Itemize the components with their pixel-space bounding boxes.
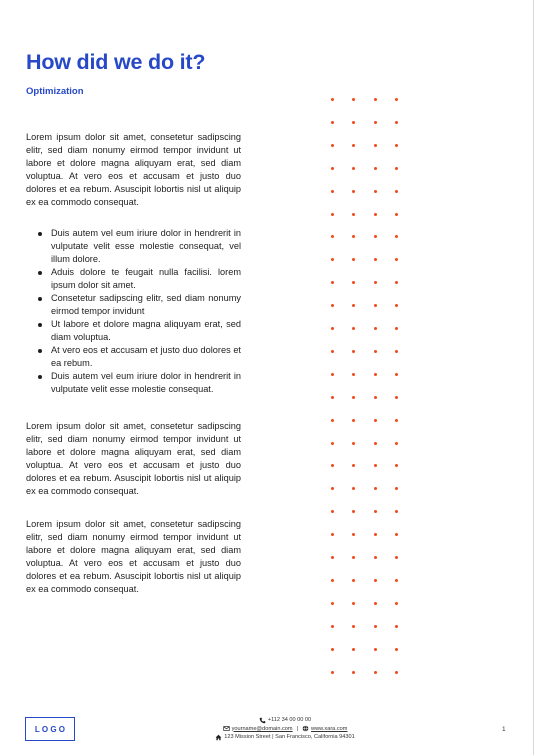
decorative-dot xyxy=(395,602,398,605)
decorative-dot xyxy=(352,487,355,490)
decorative-dot xyxy=(374,579,377,582)
decorative-dot xyxy=(395,442,398,445)
decorative-dot xyxy=(352,213,355,216)
logo-text: LOGO xyxy=(34,724,68,734)
decorative-dot xyxy=(395,510,398,513)
decorative-dot xyxy=(374,350,377,353)
decorative-dot xyxy=(331,419,334,422)
decorative-dot xyxy=(395,190,398,193)
decorative-dot xyxy=(352,556,355,559)
decorative-dot xyxy=(352,419,355,422)
decorative-dot xyxy=(352,190,355,193)
decorative-dot xyxy=(331,281,334,284)
decorative-dot xyxy=(374,533,377,536)
decorative-dot xyxy=(395,396,398,399)
decorative-dot xyxy=(374,487,377,490)
decorative-dot xyxy=(374,671,377,674)
decorative-dot xyxy=(395,235,398,238)
decorative-dot xyxy=(352,396,355,399)
page-number: 1 xyxy=(502,726,506,733)
decorative-dot xyxy=(374,98,377,101)
decorative-dot xyxy=(331,625,334,628)
decorative-dot xyxy=(374,510,377,513)
footer-phone: +112 34 00 00 00 xyxy=(267,717,312,723)
decorative-dot xyxy=(395,144,398,147)
decorative-dot xyxy=(352,602,355,605)
decorative-dot xyxy=(374,167,377,170)
decorative-dot xyxy=(331,464,334,467)
decorative-dot xyxy=(374,556,377,559)
decorative-dot xyxy=(352,464,355,467)
decorative-dot xyxy=(352,373,355,376)
decorative-dot xyxy=(331,213,334,216)
footer-email-web-line xyxy=(160,725,410,734)
body-content xyxy=(26,131,241,596)
body-paragraph-1: Lorem ipsum dolor sit amet, consetetur sadipscing elitr, sed diam nonumy eirmod tempor invidunt ut labore et dolore magna aliquyam erat, sed diam voluptua. At vero eos et accusam et justo duo dolores et ea rebum. Asuscipit lobortis nisl ut aliquip ex ea commodo consequat. xyxy=(26,132,241,207)
decorative-dot xyxy=(352,533,355,536)
home-icon xyxy=(215,734,222,741)
decorative-dot xyxy=(331,350,334,353)
decorative-dot xyxy=(331,304,334,307)
list-item: Ut labore et dolore magna aliquyam erat, sed diam voluptua. xyxy=(51,319,241,342)
decorative-dot xyxy=(374,396,377,399)
list-item: Consetetur sadipscing elitr, sed diam nonumy eirmod tempor invidunt xyxy=(51,293,241,316)
decorative-dot xyxy=(331,579,334,582)
decorative-dot xyxy=(331,533,334,536)
footer-address-line xyxy=(160,733,410,742)
decorative-dot xyxy=(374,373,377,376)
decorative-dot xyxy=(352,121,355,124)
decorative-dot xyxy=(331,396,334,399)
decorative-dot xyxy=(331,556,334,559)
decorative-dot xyxy=(395,350,398,353)
decorative-dot xyxy=(395,167,398,170)
decorative-dot xyxy=(374,121,377,124)
section-subtitle: Optimization xyxy=(26,86,84,97)
decorative-dot xyxy=(331,167,334,170)
decorative-dot xyxy=(331,98,334,101)
page-title: How did we do it? xyxy=(26,50,206,74)
decorative-dot xyxy=(374,625,377,628)
decorative-dot xyxy=(374,281,377,284)
decorative-dot xyxy=(331,121,334,124)
decorative-dot xyxy=(395,579,398,582)
footer-website-link[interactable]: www.xara.com xyxy=(311,725,348,732)
decorative-dot xyxy=(331,602,334,605)
decorative-dot xyxy=(352,258,355,261)
decorative-dot xyxy=(395,98,398,101)
list-item: Duis autem vel eum iriure dolor in hendrerit in vulputate velit esse molestie consequat. xyxy=(51,371,241,394)
decorative-dot xyxy=(374,235,377,238)
list-item: Aduis dolore te feugait nulla facilisi. lorem ipsum dolor sit amet. xyxy=(51,267,241,290)
decorative-dot xyxy=(395,533,398,536)
decorative-dot xyxy=(374,304,377,307)
decorative-dot xyxy=(395,121,398,124)
decorative-dot xyxy=(395,487,398,490)
decorative-dot xyxy=(331,510,334,513)
decorative-dot xyxy=(374,602,377,605)
decorative-dot xyxy=(374,258,377,261)
footer-email-link[interactable]: yourname@domain.com xyxy=(231,725,293,732)
decorative-dot xyxy=(331,327,334,330)
decorative-dot xyxy=(352,281,355,284)
decorative-dot xyxy=(352,144,355,147)
decorative-dot xyxy=(374,464,377,467)
envelope-icon xyxy=(223,725,230,732)
decorative-dot xyxy=(331,235,334,238)
list-item: Duis autem vel eum iriure dolor in hendrerit in vulputate velit esse molestie consequat, vel illum dolore. xyxy=(51,228,241,264)
decorative-dot xyxy=(395,556,398,559)
decorative-dot xyxy=(331,442,334,445)
footer-contact xyxy=(160,716,410,742)
decorative-dot xyxy=(374,327,377,330)
decorative-dot xyxy=(395,419,398,422)
decorative-dot xyxy=(374,442,377,445)
decorative-dot xyxy=(395,464,398,467)
decorative-dot xyxy=(331,190,334,193)
phone-icon xyxy=(259,717,266,724)
list-item: At vero eos et accusam et justo duo dolores et ea rebum. xyxy=(51,345,241,368)
decorative-dot xyxy=(352,98,355,101)
decorative-dot xyxy=(352,671,355,674)
decorative-dot xyxy=(352,648,355,651)
decorative-dot xyxy=(331,144,334,147)
decorative-dot xyxy=(331,648,334,651)
decorative-dot xyxy=(395,213,398,216)
decorative-dot xyxy=(331,258,334,261)
globe-icon xyxy=(302,725,309,732)
decorative-dot xyxy=(352,327,355,330)
decorative-dot xyxy=(331,487,334,490)
logo xyxy=(25,717,75,741)
decorative-dot xyxy=(374,419,377,422)
decorative-dot xyxy=(395,327,398,330)
decorative-dot xyxy=(331,671,334,674)
footer-address: 123 Mission Street | San Francisco, California 94301 xyxy=(224,734,355,741)
decorative-dot xyxy=(352,304,355,307)
bullet-list xyxy=(26,227,241,396)
decorative-dot xyxy=(352,625,355,628)
body-paragraph-2: Lorem ipsum dolor sit amet, consetetur sadipscing elitr, sed diam nonumy eirmod tempor invidunt ut labore et dolore magna aliquyam erat, sed diam voluptua. At vero eos et accusam et justo duo dolores et ea rebum. Asuscipit lobortis nisl ut aliquip ex ea commodo consequat. xyxy=(26,421,241,496)
decorative-dot xyxy=(352,442,355,445)
decorative-dot xyxy=(395,625,398,628)
decorative-dot xyxy=(395,648,398,651)
decorative-dot-grid xyxy=(331,98,401,674)
decorative-dot xyxy=(331,373,334,376)
decorative-dot xyxy=(374,190,377,193)
body-paragraph-3: Lorem ipsum dolor sit amet, consetetur sadipscing elitr, sed diam nonumy eirmod tempor invidunt ut labore et dolore magna aliquyam erat, sed diam voluptua. At vero eos et accusam et justo duo dolores et ea rebum. Asuscipit lobortis nisl ut aliquip ex ea commodo consequat. xyxy=(26,519,241,594)
footer-separator: | xyxy=(296,725,299,732)
decorative-dot xyxy=(352,510,355,513)
decorative-dot xyxy=(395,373,398,376)
decorative-dot xyxy=(374,144,377,147)
decorative-dot xyxy=(352,167,355,170)
decorative-dot xyxy=(395,281,398,284)
decorative-dot xyxy=(352,350,355,353)
decorative-dot xyxy=(395,304,398,307)
decorative-dot xyxy=(395,258,398,261)
decorative-dot xyxy=(352,235,355,238)
decorative-dot xyxy=(395,671,398,674)
decorative-dot xyxy=(374,648,377,651)
decorative-dot xyxy=(352,579,355,582)
decorative-dot xyxy=(374,213,377,216)
footer-phone-line xyxy=(160,716,410,725)
